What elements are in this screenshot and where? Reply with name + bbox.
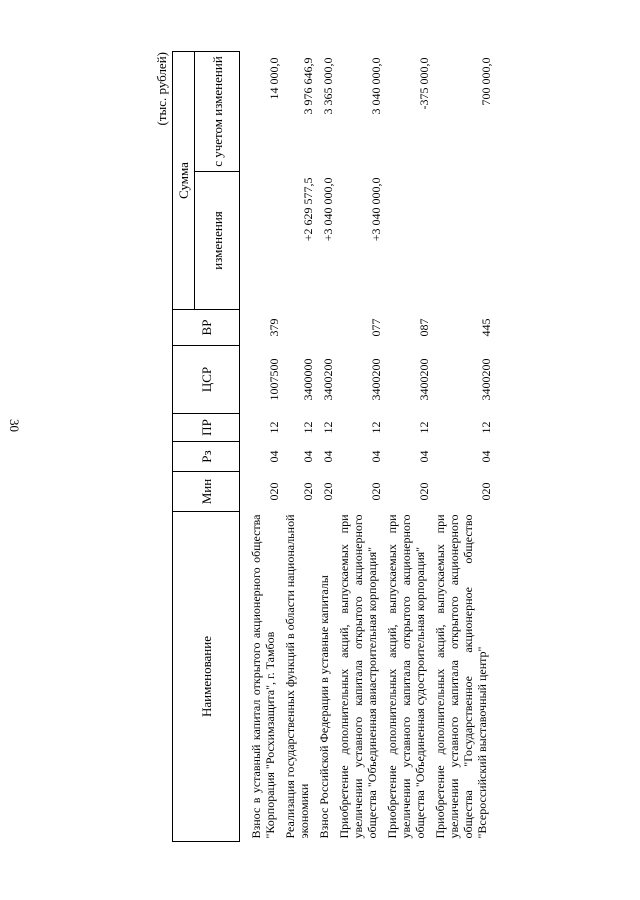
row-min: 020: [267, 482, 281, 501]
row-min: 020: [417, 482, 431, 501]
row-vr: 087: [417, 318, 431, 337]
row-rz: 04: [417, 450, 431, 463]
header-rz: Рз: [173, 442, 240, 472]
table-row: [316, 52, 336, 842]
header-changes: изменения: [195, 172, 240, 310]
row-rz: 04: [267, 450, 281, 463]
row-csr: 3400000: [301, 358, 315, 401]
header-csr: ЦСР: [173, 346, 240, 414]
row-rz: 04: [479, 450, 493, 463]
row-pr: 12: [267, 421, 281, 434]
row-name: Приобретение дополнительных акций, выпускаемых при увеличении уставного капитала открытого акционерного общества "Объединенная судостроительная корпорация": [385, 514, 427, 839]
table-row: [384, 52, 432, 842]
row-with-changes: 3 976 646,9: [301, 57, 315, 115]
table-row: [336, 52, 384, 842]
row-rz: 04: [321, 450, 335, 463]
row-rz: 04: [301, 450, 315, 463]
row-changes: [432, 172, 494, 310]
budget-table: [172, 51, 494, 842]
table-row: [282, 52, 316, 842]
row-with-changes: 14 000,0: [267, 57, 281, 100]
header-pr: ПР: [173, 414, 240, 442]
row-min: 020: [321, 482, 335, 501]
header-row: [173, 52, 195, 842]
row-min: 020: [369, 482, 383, 501]
row-vr: 077: [369, 318, 383, 337]
row-with-changes: -375 000,0: [417, 57, 431, 110]
row-name: Реализация государственных функций в области национальной экономики: [283, 514, 311, 839]
row-min: 020: [301, 482, 315, 501]
row-csr: 3400200: [417, 358, 431, 401]
header-sum: Сумма: [173, 52, 195, 310]
row-vr: [316, 310, 336, 346]
table-row: [248, 52, 282, 842]
row-pr: 12: [369, 421, 383, 434]
row-pr: 12: [479, 421, 493, 434]
rotated-page-content: [152, 52, 556, 842]
row-rz: 04: [369, 450, 383, 463]
row-name: Взнос в уставный капитал открытого акционерного общества "Корпорация "Росхимзащита", г. Тамбов: [249, 514, 277, 839]
header-with-changes: с учетом изменений: [195, 52, 240, 172]
row-changes: [384, 172, 432, 310]
row-vr: [282, 310, 316, 346]
units-label: (тыс. рублей): [154, 52, 169, 126]
page-number: 30: [7, 419, 22, 432]
row-csr: 1007500: [267, 358, 281, 401]
header-vr: ВР: [173, 310, 240, 346]
row-pr: 12: [417, 421, 431, 434]
row-with-changes: 3 365 000,0: [321, 57, 335, 115]
header-name: Наименование: [173, 512, 240, 842]
row-csr: 3400200: [321, 358, 335, 401]
row-name: Взнос Российской Федерации в уставные капиталы: [317, 575, 331, 839]
row-changes: +3 040 000,0: [369, 177, 383, 242]
row-vr: 445: [479, 318, 493, 337]
row-changes: +2 629 577,5: [301, 177, 315, 242]
row-with-changes: 3 040 000,0: [369, 57, 383, 115]
row-with-changes: 700 000,0: [479, 57, 493, 106]
row-vr: 379: [267, 318, 281, 337]
row-min: 020: [479, 482, 493, 501]
row-csr: 3400200: [369, 358, 383, 401]
row-changes: +3 040 000,0: [321, 177, 335, 242]
row-csr: 3400200: [479, 358, 493, 401]
row-changes: [248, 172, 282, 310]
row-pr: 12: [301, 421, 315, 434]
header-min: Мин: [173, 472, 240, 512]
table-row: [432, 52, 494, 842]
spacer-row: [240, 52, 249, 842]
row-name: Приобретение дополнительных акций, выпускаемых при увеличении уставного капитала открытого акционерного общества "Государственное акционерное общество "Всероссийский выставочный центр": [433, 514, 489, 839]
row-pr: 12: [321, 421, 335, 434]
row-name: Приобретение дополнительных акций, выпускаемых при увеличении уставного капитала открытого акционерного общества "Объединенная авиастроительная корпорация": [337, 514, 379, 839]
